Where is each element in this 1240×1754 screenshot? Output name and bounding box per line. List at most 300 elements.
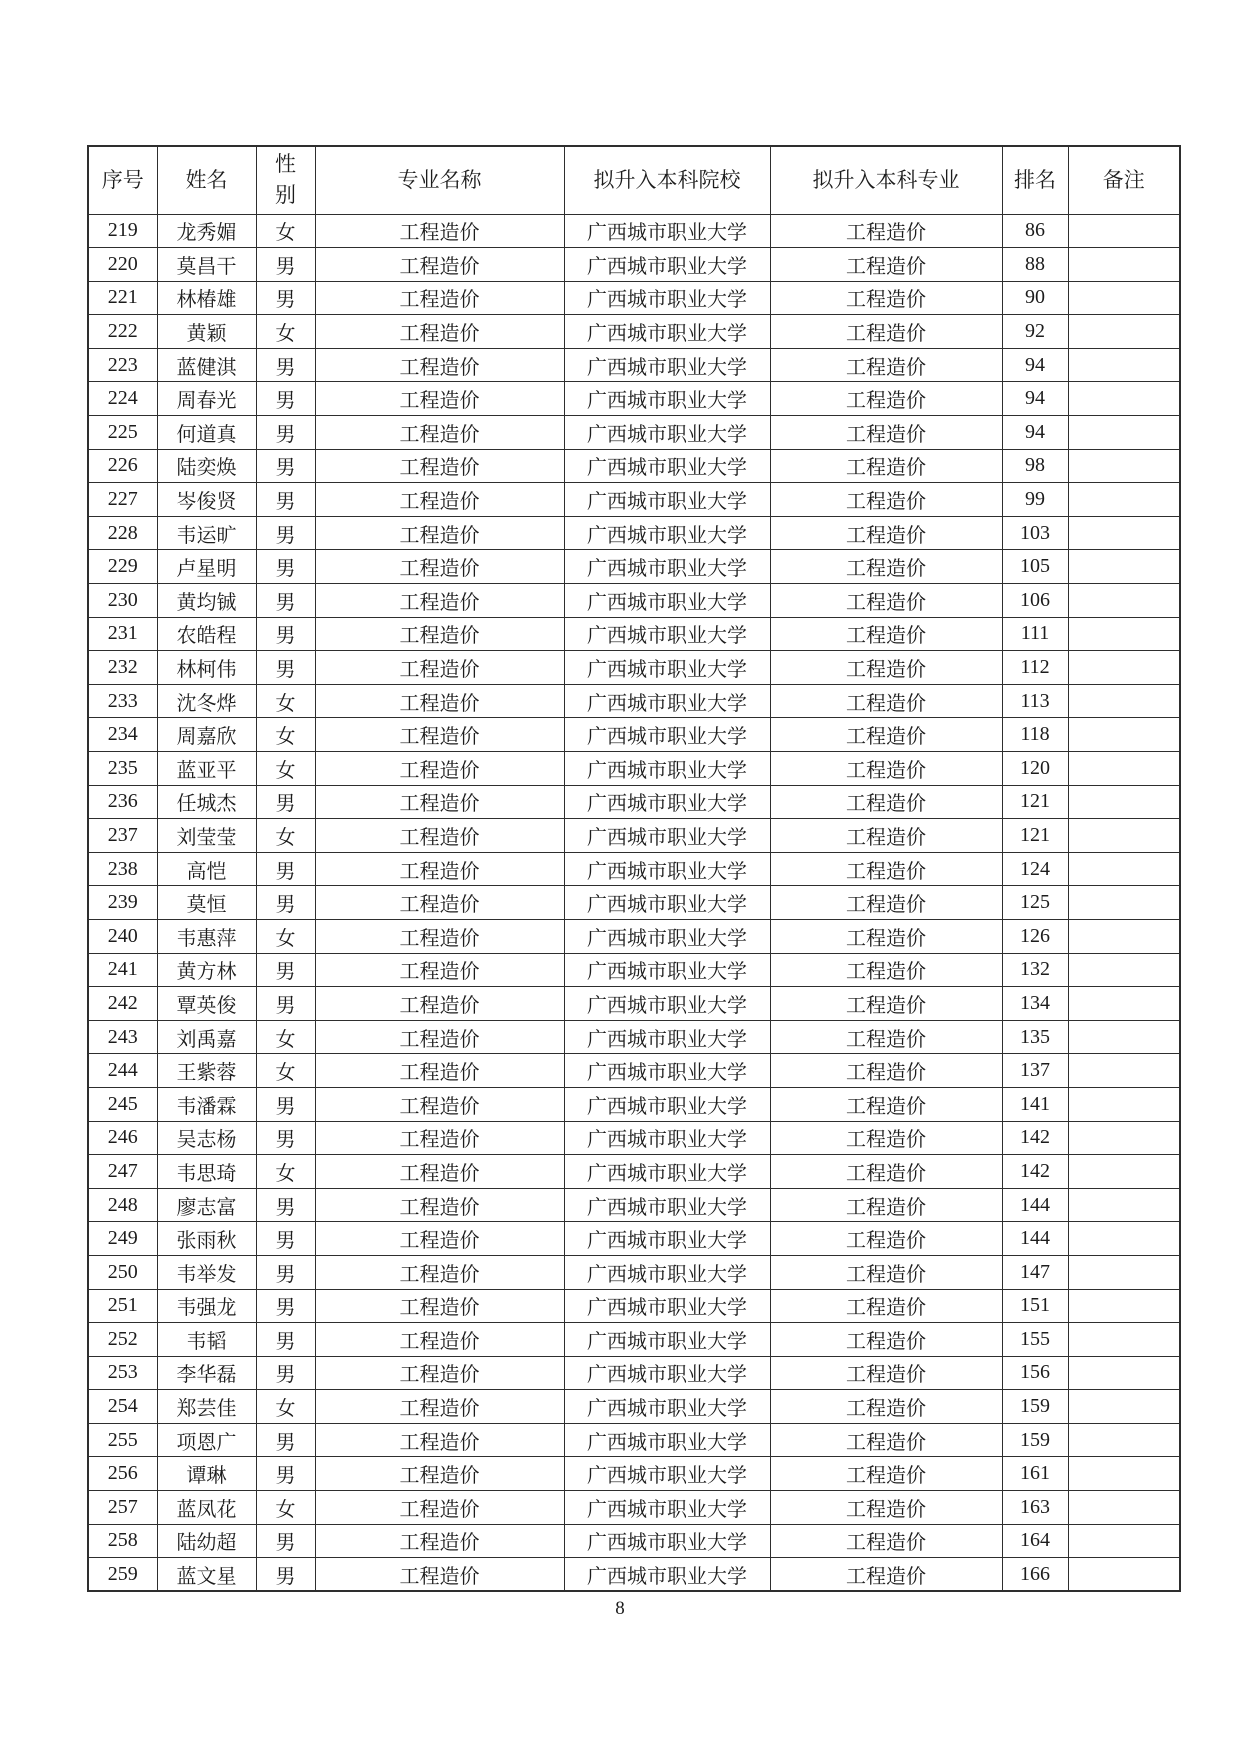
table-row (88, 1423, 1180, 1457)
table-row (88, 819, 1180, 853)
cell-target-major: 工程造价 (770, 1423, 1002, 1457)
cell-serial: 250 (88, 1255, 157, 1289)
cell-college: 广西城市职业大学 (564, 483, 770, 517)
cell-rank: 134 (1002, 987, 1068, 1021)
cell-target-major: 工程造价 (770, 1491, 1002, 1525)
table-row (88, 1020, 1180, 1054)
cell-gender: 女 (256, 819, 315, 853)
table-row (88, 785, 1180, 819)
cell-remark (1068, 1054, 1180, 1088)
table-row (88, 1087, 1180, 1121)
cell-college: 广西城市职业大学 (564, 987, 770, 1021)
cell-target-major: 工程造价 (770, 718, 1002, 752)
cell-target-major: 工程造价 (770, 1255, 1002, 1289)
cell-gender: 女 (256, 1390, 315, 1424)
table-row (88, 1356, 1180, 1390)
cell-serial: 255 (88, 1423, 157, 1457)
cell-gender: 男 (256, 1255, 315, 1289)
cell-name: 周春光 (157, 382, 256, 416)
cell-college: 广西城市职业大学 (564, 1054, 770, 1088)
cell-serial: 221 (88, 281, 157, 315)
cell-name: 龙秀媚 (157, 214, 256, 248)
table-row (88, 953, 1180, 987)
cell-major: 工程造价 (315, 987, 564, 1021)
cell-college: 广西城市职业大学 (564, 449, 770, 483)
cell-serial: 246 (88, 1121, 157, 1155)
cell-gender: 男 (256, 1222, 315, 1256)
cell-name: 韦举发 (157, 1255, 256, 1289)
cell-college: 广西城市职业大学 (564, 1121, 770, 1155)
col-header-gender (256, 146, 315, 214)
cell-remark (1068, 449, 1180, 483)
cell-remark (1068, 382, 1180, 416)
cell-rank: 118 (1002, 718, 1068, 752)
cell-name: 韦惠萍 (157, 919, 256, 953)
cell-remark (1068, 1524, 1180, 1558)
cell-serial: 239 (88, 886, 157, 920)
cell-serial: 241 (88, 953, 157, 987)
cell-college: 广西城市职业大学 (564, 718, 770, 752)
cell-rank: 155 (1002, 1323, 1068, 1357)
cell-gender: 女 (256, 752, 315, 786)
cell-target-major: 工程造价 (770, 684, 1002, 718)
cell-rank: 151 (1002, 1289, 1068, 1323)
cell-target-major: 工程造价 (770, 315, 1002, 349)
cell-name: 周嘉欣 (157, 718, 256, 752)
cell-major: 工程造价 (315, 1524, 564, 1558)
cell-major: 工程造价 (315, 785, 564, 819)
cell-name: 何道真 (157, 416, 256, 450)
cell-name: 莫恒 (157, 886, 256, 920)
cell-target-major: 工程造价 (770, 550, 1002, 584)
cell-serial: 249 (88, 1222, 157, 1256)
cell-college: 广西城市职业大学 (564, 382, 770, 416)
table-row (88, 752, 1180, 786)
cell-major: 工程造价 (315, 516, 564, 550)
cell-college: 广西城市职业大学 (564, 214, 770, 248)
cell-major: 工程造价 (315, 1457, 564, 1491)
cell-serial: 231 (88, 617, 157, 651)
cell-college: 广西城市职业大学 (564, 1491, 770, 1525)
table-row (88, 886, 1180, 920)
cell-major: 工程造价 (315, 886, 564, 920)
cell-gender: 男 (256, 1457, 315, 1491)
cell-college: 广西城市职业大学 (564, 1457, 770, 1491)
cell-target-major: 工程造价 (770, 752, 1002, 786)
cell-gender: 男 (256, 449, 315, 483)
cell-remark (1068, 785, 1180, 819)
cell-major: 工程造价 (315, 1390, 564, 1424)
cell-rank: 161 (1002, 1457, 1068, 1491)
cell-target-major: 工程造价 (770, 953, 1002, 987)
cell-serial: 234 (88, 718, 157, 752)
table-row (88, 516, 1180, 550)
cell-target-major: 工程造价 (770, 617, 1002, 651)
cell-gender: 男 (256, 1121, 315, 1155)
cell-major: 工程造价 (315, 281, 564, 315)
cell-serial: 233 (88, 684, 157, 718)
table-row (88, 449, 1180, 483)
cell-gender: 男 (256, 1423, 315, 1457)
cell-gender: 男 (256, 483, 315, 517)
col-header-rank: 排名 (1002, 146, 1068, 214)
table-row (88, 718, 1180, 752)
cell-major: 工程造价 (315, 1054, 564, 1088)
cell-target-major: 工程造价 (770, 1054, 1002, 1088)
cell-remark (1068, 1289, 1180, 1323)
cell-rank: 124 (1002, 852, 1068, 886)
cell-remark (1068, 1255, 1180, 1289)
cell-remark (1068, 1356, 1180, 1390)
table-row (88, 214, 1180, 248)
table-row (88, 852, 1180, 886)
cell-major: 工程造价 (315, 449, 564, 483)
cell-remark (1068, 1222, 1180, 1256)
cell-major: 工程造价 (315, 416, 564, 450)
cell-college: 广西城市职业大学 (564, 1155, 770, 1189)
cell-rank: 113 (1002, 684, 1068, 718)
cell-college: 广西城市职业大学 (564, 852, 770, 886)
cell-remark (1068, 516, 1180, 550)
cell-college: 广西城市职业大学 (564, 315, 770, 349)
cell-remark (1068, 1390, 1180, 1424)
cell-gender: 女 (256, 684, 315, 718)
cell-rank: 88 (1002, 248, 1068, 282)
cell-major: 工程造价 (315, 819, 564, 853)
cell-major: 工程造价 (315, 1222, 564, 1256)
cell-major: 工程造价 (315, 382, 564, 416)
cell-name: 张雨秋 (157, 1222, 256, 1256)
cell-name: 陆幼超 (157, 1524, 256, 1558)
cell-major: 工程造价 (315, 315, 564, 349)
cell-rank: 120 (1002, 752, 1068, 786)
cell-name: 岑俊贤 (157, 483, 256, 517)
cell-remark (1068, 315, 1180, 349)
cell-rank: 163 (1002, 1491, 1068, 1525)
cell-gender: 男 (256, 1558, 315, 1592)
cell-name: 刘禹嘉 (157, 1020, 256, 1054)
cell-serial: 229 (88, 550, 157, 584)
cell-college: 广西城市职业大学 (564, 919, 770, 953)
cell-target-major: 工程造价 (770, 1390, 1002, 1424)
cell-serial: 244 (88, 1054, 157, 1088)
cell-target-major: 工程造价 (770, 483, 1002, 517)
cell-remark (1068, 919, 1180, 953)
cell-name: 沈冬烨 (157, 684, 256, 718)
cell-college: 广西城市职业大学 (564, 819, 770, 853)
cell-remark (1068, 1155, 1180, 1189)
header-row (88, 146, 1180, 214)
col-header-gender-label: 性别 (274, 151, 296, 208)
cell-college: 广西城市职业大学 (564, 1524, 770, 1558)
cell-college: 广西城市职业大学 (564, 1423, 770, 1457)
cell-remark (1068, 281, 1180, 315)
cell-name: 林柯伟 (157, 651, 256, 685)
cell-name: 谭琳 (157, 1457, 256, 1491)
cell-serial: 248 (88, 1188, 157, 1222)
cell-gender: 男 (256, 1524, 315, 1558)
cell-rank: 86 (1002, 214, 1068, 248)
cell-major: 工程造价 (315, 348, 564, 382)
table-row (88, 1054, 1180, 1088)
table-row (88, 382, 1180, 416)
cell-college: 广西城市职业大学 (564, 1390, 770, 1424)
cell-rank: 135 (1002, 1020, 1068, 1054)
table-row (88, 919, 1180, 953)
cell-target-major: 工程造价 (770, 449, 1002, 483)
table-row (88, 348, 1180, 382)
cell-serial: 254 (88, 1390, 157, 1424)
cell-remark (1068, 1121, 1180, 1155)
cell-gender: 男 (256, 248, 315, 282)
cell-remark (1068, 886, 1180, 920)
cell-remark (1068, 584, 1180, 618)
cell-serial: 240 (88, 919, 157, 953)
cell-remark (1068, 852, 1180, 886)
page-number: 8 (615, 1598, 625, 1619)
cell-target-major: 工程造价 (770, 1457, 1002, 1491)
cell-major: 工程造价 (315, 919, 564, 953)
cell-gender: 男 (256, 516, 315, 550)
cell-target-major: 工程造价 (770, 1121, 1002, 1155)
cell-serial: 253 (88, 1356, 157, 1390)
cell-serial: 223 (88, 348, 157, 382)
cell-major: 工程造价 (315, 550, 564, 584)
cell-remark (1068, 987, 1180, 1021)
cell-gender: 女 (256, 214, 315, 248)
cell-serial: 220 (88, 248, 157, 282)
cell-serial: 256 (88, 1457, 157, 1491)
cell-serial: 242 (88, 987, 157, 1021)
cell-gender: 女 (256, 1020, 315, 1054)
cell-target-major: 工程造价 (770, 819, 1002, 853)
cell-target-major: 工程造价 (770, 1222, 1002, 1256)
cell-remark (1068, 752, 1180, 786)
cell-serial: 257 (88, 1491, 157, 1525)
cell-serial: 222 (88, 315, 157, 349)
cell-college: 广西城市职业大学 (564, 953, 770, 987)
cell-target-major: 工程造价 (770, 1188, 1002, 1222)
table-row (88, 1457, 1180, 1491)
cell-gender: 男 (256, 348, 315, 382)
cell-gender: 女 (256, 315, 315, 349)
cell-target-major: 工程造价 (770, 1323, 1002, 1357)
cell-target-major: 工程造价 (770, 987, 1002, 1021)
table-row (88, 1222, 1180, 1256)
cell-rank: 106 (1002, 584, 1068, 618)
cell-name: 郑芸佳 (157, 1390, 256, 1424)
table-row (88, 1558, 1180, 1592)
cell-name: 任城杰 (157, 785, 256, 819)
promotion-roster-table (87, 145, 1181, 1592)
cell-rank: 144 (1002, 1188, 1068, 1222)
cell-college: 广西城市职业大学 (564, 785, 770, 819)
cell-name: 林椿雄 (157, 281, 256, 315)
cell-name: 黄颖 (157, 315, 256, 349)
cell-target-major: 工程造价 (770, 348, 1002, 382)
cell-target-major: 工程造价 (770, 248, 1002, 282)
cell-rank: 144 (1002, 1222, 1068, 1256)
cell-serial: 252 (88, 1323, 157, 1357)
cell-rank: 156 (1002, 1356, 1068, 1390)
table-row (88, 483, 1180, 517)
cell-target-major: 工程造价 (770, 1558, 1002, 1592)
cell-gender: 男 (256, 281, 315, 315)
cell-major: 工程造价 (315, 718, 564, 752)
cell-remark (1068, 416, 1180, 450)
cell-college: 广西城市职业大学 (564, 550, 770, 584)
cell-rank: 121 (1002, 819, 1068, 853)
cell-target-major: 工程造价 (770, 516, 1002, 550)
cell-remark (1068, 953, 1180, 987)
cell-target-major: 工程造价 (770, 281, 1002, 315)
cell-major: 工程造价 (315, 1255, 564, 1289)
cell-serial: 224 (88, 382, 157, 416)
cell-gender: 男 (256, 987, 315, 1021)
cell-gender: 男 (256, 1188, 315, 1222)
cell-college: 广西城市职业大学 (564, 1020, 770, 1054)
cell-name: 王紫蓉 (157, 1054, 256, 1088)
table-row (88, 550, 1180, 584)
cell-target-major: 工程造价 (770, 1155, 1002, 1189)
col-header-college: 拟升入本科院校 (564, 146, 770, 214)
cell-serial: 247 (88, 1155, 157, 1189)
cell-remark (1068, 550, 1180, 584)
cell-college: 广西城市职业大学 (564, 281, 770, 315)
cell-major: 工程造价 (315, 684, 564, 718)
table-row (88, 684, 1180, 718)
cell-remark (1068, 1423, 1180, 1457)
cell-gender: 男 (256, 584, 315, 618)
cell-gender: 男 (256, 1356, 315, 1390)
cell-rank: 159 (1002, 1423, 1068, 1457)
cell-college: 广西城市职业大学 (564, 248, 770, 282)
cell-name: 黄方林 (157, 953, 256, 987)
cell-rank: 126 (1002, 919, 1068, 953)
cell-college: 广西城市职业大学 (564, 1356, 770, 1390)
cell-target-major: 工程造价 (770, 651, 1002, 685)
cell-college: 广西城市职业大学 (564, 1289, 770, 1323)
cell-remark (1068, 684, 1180, 718)
cell-college: 广西城市职业大学 (564, 1188, 770, 1222)
cell-college: 广西城市职业大学 (564, 1323, 770, 1357)
col-header-remark: 备注 (1068, 146, 1180, 214)
cell-rank: 142 (1002, 1121, 1068, 1155)
cell-gender: 男 (256, 785, 315, 819)
cell-college: 广西城市职业大学 (564, 1558, 770, 1592)
table-row (88, 651, 1180, 685)
table-row (88, 1289, 1180, 1323)
cell-major: 工程造价 (315, 248, 564, 282)
cell-remark (1068, 248, 1180, 282)
cell-serial: 232 (88, 651, 157, 685)
cell-rank: 166 (1002, 1558, 1068, 1592)
cell-target-major: 工程造价 (770, 416, 1002, 450)
cell-name: 刘莹莹 (157, 819, 256, 853)
cell-remark (1068, 1087, 1180, 1121)
cell-major: 工程造价 (315, 584, 564, 618)
cell-serial: 227 (88, 483, 157, 517)
cell-target-major: 工程造价 (770, 919, 1002, 953)
table-row (88, 248, 1180, 282)
cell-major: 工程造价 (315, 953, 564, 987)
cell-target-major: 工程造价 (770, 214, 1002, 248)
cell-target-major: 工程造价 (770, 1020, 1002, 1054)
table-row (88, 1390, 1180, 1424)
col-header-target-major: 拟升入本科专业 (770, 146, 1002, 214)
cell-college: 广西城市职业大学 (564, 684, 770, 718)
cell-remark (1068, 617, 1180, 651)
cell-gender: 男 (256, 1289, 315, 1323)
cell-name: 蓝文星 (157, 1558, 256, 1592)
cell-rank: 94 (1002, 348, 1068, 382)
cell-major: 工程造价 (315, 1491, 564, 1525)
cell-serial: 225 (88, 416, 157, 450)
cell-rank: 111 (1002, 617, 1068, 651)
cell-major: 工程造价 (315, 1020, 564, 1054)
cell-serial: 235 (88, 752, 157, 786)
cell-target-major: 工程造价 (770, 382, 1002, 416)
cell-serial: 243 (88, 1020, 157, 1054)
cell-target-major: 工程造价 (770, 1087, 1002, 1121)
cell-major: 工程造价 (315, 1155, 564, 1189)
cell-rank: 90 (1002, 281, 1068, 315)
cell-rank: 142 (1002, 1155, 1068, 1189)
cell-serial: 245 (88, 1087, 157, 1121)
cell-name: 韦运旷 (157, 516, 256, 550)
cell-college: 广西城市职业大学 (564, 1087, 770, 1121)
table-body (88, 214, 1180, 1591)
cell-serial: 230 (88, 584, 157, 618)
cell-target-major: 工程造价 (770, 1289, 1002, 1323)
cell-gender: 女 (256, 1491, 315, 1525)
cell-serial: 236 (88, 785, 157, 819)
cell-major: 工程造价 (315, 483, 564, 517)
cell-name: 蓝健淇 (157, 348, 256, 382)
cell-target-major: 工程造价 (770, 1524, 1002, 1558)
cell-name: 农皓程 (157, 617, 256, 651)
table-row (88, 1121, 1180, 1155)
cell-rank: 105 (1002, 550, 1068, 584)
cell-gender: 女 (256, 718, 315, 752)
cell-target-major: 工程造价 (770, 886, 1002, 920)
table-row (88, 1524, 1180, 1558)
cell-college: 广西城市职业大学 (564, 1255, 770, 1289)
cell-name: 廖志富 (157, 1188, 256, 1222)
cell-gender: 女 (256, 1054, 315, 1088)
cell-name: 覃英俊 (157, 987, 256, 1021)
cell-college: 广西城市职业大学 (564, 752, 770, 786)
cell-name: 卢星明 (157, 550, 256, 584)
cell-target-major: 工程造价 (770, 584, 1002, 618)
cell-target-major: 工程造价 (770, 785, 1002, 819)
table-row (88, 1188, 1180, 1222)
cell-serial: 251 (88, 1289, 157, 1323)
cell-rank: 92 (1002, 315, 1068, 349)
cell-name: 李华磊 (157, 1356, 256, 1390)
cell-name: 蓝亚平 (157, 752, 256, 786)
col-header-major: 专业名称 (315, 146, 564, 214)
cell-college: 广西城市职业大学 (564, 516, 770, 550)
cell-rank: 159 (1002, 1390, 1068, 1424)
col-header-serial: 序号 (88, 146, 157, 214)
cell-rank: 137 (1002, 1054, 1068, 1088)
table-row (88, 987, 1180, 1021)
table-row (88, 315, 1180, 349)
cell-major: 工程造价 (315, 1188, 564, 1222)
cell-major: 工程造价 (315, 1558, 564, 1592)
cell-serial: 259 (88, 1558, 157, 1592)
